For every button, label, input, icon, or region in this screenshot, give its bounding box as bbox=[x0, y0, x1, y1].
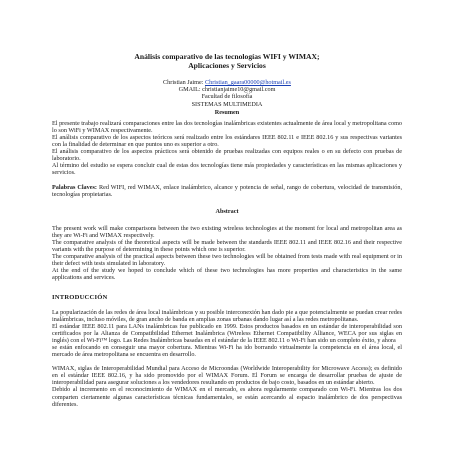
author-name: Christian Jaime: bbox=[163, 79, 205, 86]
paper-title bbox=[52, 52, 402, 70]
intro-paragraph: La popularización de las redes de área local inalámbricas y su posible interconexión han dado pie a que potencialmente se puedan crear redes inalámbricas, incluso móviles, de gran ancho de banda en amplias zonas urbanas dando lugar así a las redes metropolitanas. bbox=[52, 308, 402, 323]
resumen-paragraph: El análisis comparativo de los aspectos teóricos será realizado entre los estándares IEEE 802.11 e IEEE 802.16 y sus respectivas variantes con la finalidad de determinar en que puntos uno es superior a otro. bbox=[52, 134, 402, 149]
title-line-1: Análisis comparativo de las tecnologías WIFI y WIMAX; bbox=[134, 52, 320, 61]
abstract-section bbox=[52, 225, 402, 282]
abstract-heading: Abstract bbox=[215, 207, 239, 215]
resumen-paragraph: Al término del estudio se espera concluir cual de estas dos tecnologías tiene más propiedades y características en las mismas aplicaciones y servicios. bbox=[52, 162, 402, 177]
intro-paragraph: Debido al incremento en el reconocimiento de WIMAX en el mercado, es ahora regularmente comparado con Wi-Fi. Mientras los dos comparten ciertamente algunas características técnicas fundamentales, se están acercando al espacio inalámbrico de dos perspectivas diferentes. bbox=[52, 386, 402, 408]
intro-paragraph: se están enfocando en conseguir una mayor cobertura. Mientras Wi-Fi ha ido borrando virtualmente la competencia en el área local, el mercado de área metropolitana se encuentra en desarrollo. bbox=[52, 343, 402, 359]
author-email-link[interactable]: Christian_gaara00000@hotmail.es bbox=[204, 79, 291, 86]
author-faculty: Facultad de filosofía bbox=[201, 93, 253, 101]
resumen-paragraph: El presente trabajo realizará comparaciones entre las dos tecnologías inalámbricas existentes actualmente de área local y metropolitana como lo son WiFi y WIMAX respectivamente. bbox=[52, 119, 402, 134]
resumen-paragraph: El análisis comparativo de los aspectos prácticos será obtenido de pruebas realizadas con equipos reales o en su defecto con pruebas de laboratorio. bbox=[52, 148, 402, 163]
keywords-paragraph bbox=[52, 184, 402, 198]
intro-heading: INTRODUCCIÓN bbox=[52, 293, 108, 301]
author-name-line bbox=[52, 79, 402, 86]
title-line-2: Aplicaciones y Servicios bbox=[188, 61, 266, 70]
keywords-label: Palabras Claves: bbox=[52, 183, 97, 191]
intro-section bbox=[52, 309, 402, 408]
intro-paragraph: WIMAX, siglas de Interoperabilidad Mundial para Acceso de Microondas (Worldwide Interoperability for Microwave Access); es definido en el estándar IEEE 802.16, y ha sido promovido por el WIMAX Forum. El Forum se encarga de desarrollar pruebas de ajuste de interoperabilidad para asegurar soluciones a los vendedores resultando en productos de bajo costo, basados en un estándar abierto. bbox=[52, 365, 402, 387]
resumen-heading: Resumen bbox=[214, 108, 240, 116]
author-block bbox=[52, 79, 402, 108]
keywords-text: Red WIFI, red WIMAX, enlace inalámbrico, alcance y potencia de señal, rango de cobertura, velocidad de transmisión, tecnologías propietarias. bbox=[52, 183, 402, 198]
intro-paragraph: El estándar IEEE 802.11 para LANs inalámbricas fue publicado en 1999. Estos productos basados en un estándar de interoperabilidad son certificados por la Alianza de Compatibilidad Ethernet Inalámbrica (Wireless Ethernet Compatibility Alliance, WECA por sus siglas en inglés) con el Wi-Fi™ logo. Las Redes Inalámbricas basadas en el estándar de la IEEE 802.11 o Wi-Fi han sido un completo éxito, y ahora bbox=[52, 322, 402, 344]
abstract-paragraph: The present work will make comparisons between the two existing wireless technologies at the moment for local and metropolitan area as they are Wi-Fi and WIMAX respectively. bbox=[52, 224, 402, 239]
author-gmail: GMAIL: christianjaime10@gmail.com bbox=[178, 86, 276, 94]
resumen-section bbox=[52, 120, 402, 177]
author-department: SISTEMAS MULTIMEDIA bbox=[191, 100, 263, 108]
abstract-paragraph: The comparative analysis of the theoretical aspects will be made between the standards IEEE 802.11 and IEEE 802.16 and their respective variants with the purpose of determining in these points which one is superior. bbox=[52, 238, 402, 254]
abstract-paragraph: The comparative analysis of the practical aspects between these two technologies will be obtained from tests made with real equipment or in their defect with tests simulated in laboratory. bbox=[52, 253, 402, 268]
abstract-paragraph: At the end of the study we hoped to conclude which of these two technologies has more properties and characteristics in the same applications and services. bbox=[52, 267, 402, 282]
